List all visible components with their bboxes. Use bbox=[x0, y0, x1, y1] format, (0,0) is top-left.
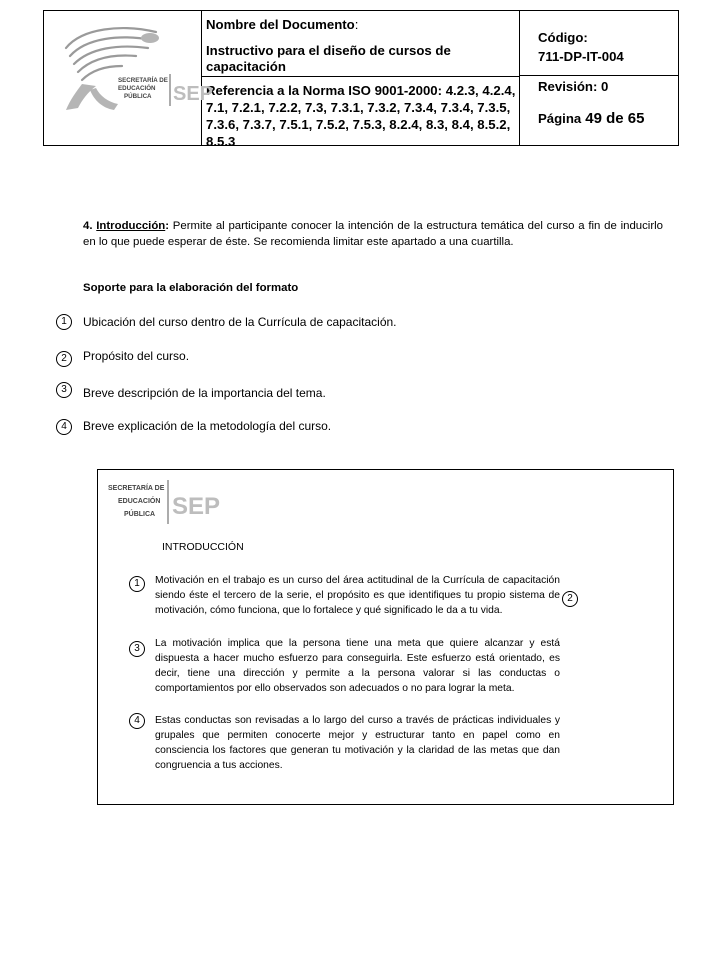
small-logo-line-1: SECRETARÍA DE bbox=[108, 485, 165, 492]
divider bbox=[519, 75, 678, 76]
example-marker-1: 1 bbox=[129, 576, 145, 592]
logo-mark: SEP bbox=[173, 83, 214, 105]
page-label: Página bbox=[538, 111, 582, 126]
list-item-1: Ubicación del curso dentro de la Currícula de capacitación. bbox=[83, 315, 397, 329]
section-description: Permite al participante conocer la intención de la estructura temática del curso a fin de inducirlo en lo que puede esperar de éste. Se recomienda limitar este apartado a una cuartilla. bbox=[83, 220, 663, 248]
page-number: 49 de 65 bbox=[585, 110, 645, 127]
logo-line-3: PÚBLICA bbox=[124, 93, 152, 100]
revision: Revisión: 0 bbox=[538, 79, 609, 94]
logo-line-2: EDUCACIÓN bbox=[118, 85, 156, 92]
example-paragraph-2: La motivación implica que la persona tiene una meta que quiere alcanzar y está dispuesta a hacer mucho esfuerzo para conseguirla. Este esfuerzo está orientado, es decir, tiene una dirección y permite a la persona valorar si las conductas o comportamientos por ello observados son adecuados o no para lograr la meta. bbox=[155, 638, 560, 694]
introduction-paragraph bbox=[83, 218, 663, 250]
code-label: Código: bbox=[538, 30, 588, 45]
example-paragraph-3: Estas conductas son revisadas a lo largo del curso a través de prácticas individuales y grupales que permiten conocerte mejor y estructurar tanto en papel como en consciencia los factores que generan tu motivación y la claridad de las metas que dan congruencia a tus acciones. bbox=[155, 715, 560, 771]
section-number: 4. bbox=[83, 220, 93, 232]
code-value: 711-DP-IT-004 bbox=[538, 49, 624, 64]
section-title: Introducción bbox=[96, 220, 166, 232]
example-paragraph-1: Motivación en el trabajo es un curso del área actitudinal de la Currícula de capacitación siendo éste el tercero de la serie, el propósito es que identifiques tu propio sistema de motivación, cómo funciona, que lo fortalece y qué significado le da a tu vida. bbox=[155, 575, 560, 616]
iso-reference: Referencia a la Norma ISO 9001-2000: 4.2.3, 4.2.4, 7.1, 7.2.1, 7.2.2, 7.3, 7.3.1, 7.3.2, 7.3.4, 7.3.4, 7.3.5, 7.3.6, 7.3.7, 7.5.1, 7.5.2, 7.5.3, 8.2.4, 8.3, 8.4, 8.5.2, 8.5.3 bbox=[206, 83, 516, 149]
list-item-4: Breve explicación de la metodología del curso. bbox=[83, 419, 332, 433]
item-number-3: 3 bbox=[56, 382, 72, 398]
item-number-2: 2 bbox=[56, 351, 72, 367]
item-number-1: 1 bbox=[56, 314, 72, 330]
example-marker-4: 4 bbox=[129, 713, 145, 729]
colon: : bbox=[165, 220, 170, 232]
sep-logo-small bbox=[106, 478, 226, 526]
divider bbox=[519, 11, 520, 145]
small-logo-mark: SEP bbox=[172, 493, 221, 520]
small-logo-line-2: EDUCACIÓN bbox=[118, 498, 161, 505]
item-number-4: 4 bbox=[56, 419, 72, 435]
sep-logo bbox=[52, 18, 214, 122]
example-marker-3: 3 bbox=[129, 641, 145, 657]
small-logo-line-3: PÚBLICA bbox=[124, 511, 156, 518]
page-indicator bbox=[538, 111, 644, 127]
document-name-label bbox=[206, 17, 358, 33]
list-item-3: Breve descripción de la importancia del tema. bbox=[83, 386, 326, 400]
document-name-label-text: Nombre del Documento bbox=[206, 17, 355, 32]
divider bbox=[201, 76, 519, 77]
divider bbox=[201, 11, 202, 145]
logo-line-1: SECRETARÍA DE bbox=[118, 77, 168, 84]
list-item-2: Propósito del curso. bbox=[83, 349, 190, 363]
support-heading: Soporte para la elaboración del formato bbox=[83, 282, 299, 294]
colon: : bbox=[354, 17, 359, 32]
document-name-value: Instructivo para el diseño de cursos de capacitación bbox=[206, 43, 451, 74]
example-title: INTRODUCCIÓN bbox=[162, 541, 244, 553]
example-marker-2: 2 bbox=[562, 591, 578, 607]
